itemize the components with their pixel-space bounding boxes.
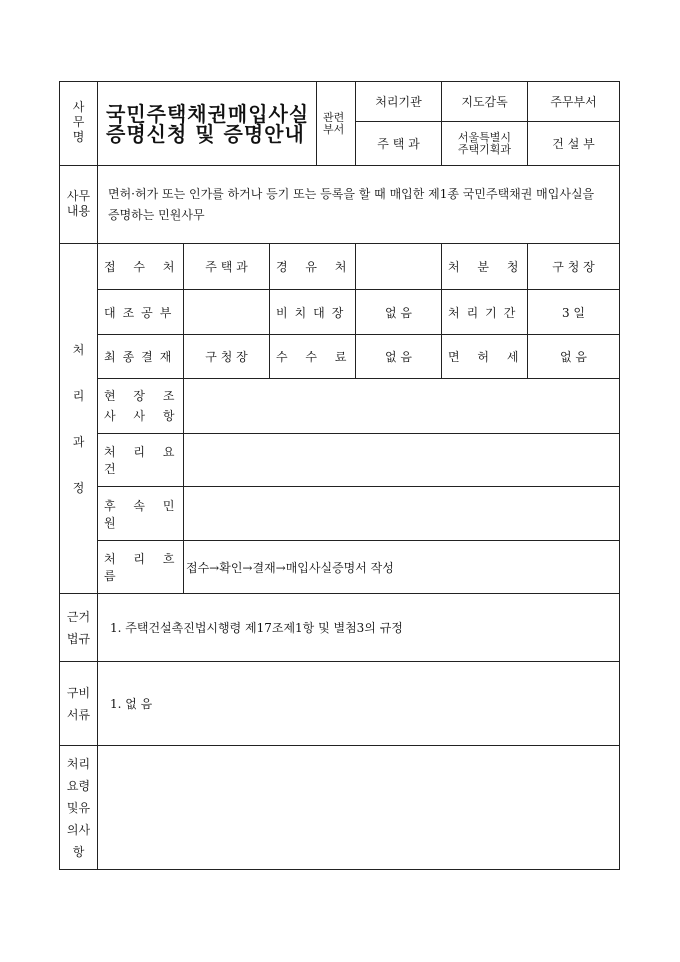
kept-register-value: 없 음 xyxy=(356,290,442,335)
legal-basis-label: 근거법규 xyxy=(60,594,98,662)
final-approval-value: 구 청 장 xyxy=(184,335,270,379)
task-content-text: 면허·허가 또는 인가를 하거나 등기 또는 등록을 할 때 매입한 제1종 국민주택채권 매입사실을 증명하는 민원사무 xyxy=(98,166,620,244)
kept-register-label: 비치대장 xyxy=(270,290,356,335)
required-docs-label: 구비서류 xyxy=(60,662,98,746)
notes-label: 처리요령및유의사항 xyxy=(60,746,98,870)
requirements-label: 처 리 요 건 xyxy=(98,434,184,487)
reception-label: 접 수 처 xyxy=(98,244,184,290)
disposing-office-label: 처 분 청 xyxy=(442,244,528,290)
flow-value: 접수→확인→결재→매입사실증명서 작성 xyxy=(184,541,620,594)
fee-label: 수 수 료 xyxy=(270,335,356,379)
related-dept-label: 관련부서 xyxy=(316,82,355,165)
task-content-label: 사무내용 xyxy=(60,166,98,244)
followup-value xyxy=(184,487,620,541)
via-label: 경 유 처 xyxy=(270,244,356,290)
license-tax-label: 면 허 세 xyxy=(442,335,528,379)
onsite-survey-value xyxy=(184,379,620,434)
requirements-value xyxy=(184,434,620,487)
main-dept-value: 건 설 부 xyxy=(528,122,620,166)
civil-affairs-form xyxy=(59,81,619,870)
reception-value: 주 택 과 xyxy=(184,244,270,290)
main-dept-header: 주무부서 xyxy=(528,82,620,122)
processing-period-value: 3 일 xyxy=(528,290,620,335)
processing-period-label: 처리기간 xyxy=(442,290,528,335)
followup-label: 후 속 민 원 xyxy=(98,487,184,541)
form-table xyxy=(59,81,620,870)
task-title-cell xyxy=(98,82,356,166)
fee-value: 없 음 xyxy=(356,335,442,379)
task-title-line1: 국민주택채권매입사실 xyxy=(106,101,310,126)
via-value xyxy=(356,244,442,290)
process-label: 처리과정 xyxy=(60,244,98,594)
final-approval-label: 최종결재 xyxy=(98,335,184,379)
handling-agency-value: 주 택 과 xyxy=(356,122,442,166)
reference-ledger-label: 대조공부 xyxy=(98,290,184,335)
supervision-value: 서울특별시 주택기획과 xyxy=(442,122,528,166)
required-docs-text: 1. 없 음 xyxy=(98,662,620,746)
flow-label: 처 리 흐 름 xyxy=(98,541,184,594)
handling-agency-header: 처리기관 xyxy=(356,82,442,122)
task-title-line2: 증명신청 및 증명안내 xyxy=(106,121,305,146)
onsite-survey-label: 현 장 조 사 사 항 xyxy=(98,379,184,434)
task-name-label: 사무명 xyxy=(60,82,98,166)
legal-basis-text: 1. 주택건설촉진법시행령 제17조제1항 및 별첨3의 규정 xyxy=(98,594,620,662)
notes-text xyxy=(98,746,620,870)
license-tax-value: 없 음 xyxy=(528,335,620,379)
supervision-header: 지도감독 xyxy=(442,82,528,122)
reference-ledger-value xyxy=(184,290,270,335)
disposing-office-value: 구 청 장 xyxy=(528,244,620,290)
